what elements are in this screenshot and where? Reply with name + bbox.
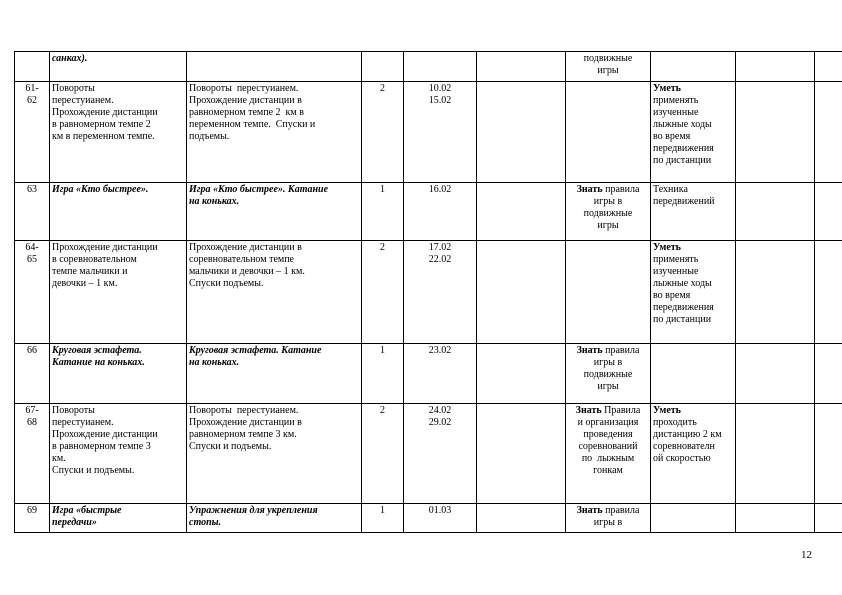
empty-cell <box>477 344 566 404</box>
empty-cell <box>477 404 566 504</box>
table-row <box>15 344 842 404</box>
skill-text: применять изученные лыжные ходы во время передвижения по дистанции <box>653 254 714 325</box>
lesson-content: Повороты перестуианем. Прохождение дистанции в равномерном темпе 3 км. Спуски и подъемы. <box>189 405 302 452</box>
skill-text: применять изученные лыжные ходы во время передвижения по дистанции <box>653 95 714 166</box>
skills-cell <box>651 504 736 533</box>
lesson-number-cell <box>15 241 50 344</box>
lesson-content-cell <box>187 241 362 344</box>
dates-cell <box>404 504 477 533</box>
skill-text: проходить дистанцию 2 км соревнователн ой скоростью <box>653 417 722 464</box>
hours-count: 1 <box>380 345 385 356</box>
lesson-date: 16.02 <box>428 184 452 195</box>
skills-cell <box>651 183 736 241</box>
know-text: правила игры в <box>593 505 640 528</box>
skill-label: Уметь <box>653 405 681 416</box>
empty-cell <box>815 344 842 404</box>
empty-cell <box>477 183 566 241</box>
empty-cell <box>736 183 815 241</box>
dates-cell <box>404 344 477 404</box>
dates-cell <box>404 183 477 241</box>
lesson-plan-table <box>14 51 842 533</box>
lesson-content: Повороты перестуианем. Прохождение дистанции в равномерном темпе 2 км в переменном темпе. Спуски и подъемы. <box>189 83 316 142</box>
know-text: правила игры в подвижные игры <box>583 184 640 231</box>
table-body <box>15 52 842 533</box>
empty-cell <box>477 52 566 82</box>
skill-label: Уметь <box>653 242 681 253</box>
knowledge-cell <box>566 344 651 404</box>
hours-count: 2 <box>380 242 385 253</box>
dates-cell <box>404 52 477 82</box>
lesson-topic-cell <box>50 404 187 504</box>
empty-cell <box>815 241 842 344</box>
lesson-content: Круговая эстафета. Катание на коньках. <box>189 345 322 368</box>
lesson-date: 15.02 <box>428 95 452 106</box>
skills-cell <box>651 241 736 344</box>
page-number: 12 <box>801 549 812 561</box>
lesson-content-cell <box>187 504 362 533</box>
empty-cell <box>815 82 842 183</box>
table-row <box>15 241 842 344</box>
table-row <box>15 183 842 241</box>
hours-cell <box>362 504 404 533</box>
hours-count: 2 <box>380 83 385 94</box>
lesson-date: 10.02 <box>428 83 452 94</box>
lesson-content-cell <box>187 344 362 404</box>
lesson-topic-cell <box>50 52 187 82</box>
table-row <box>15 504 842 533</box>
lesson-topic-cell <box>50 344 187 404</box>
table-row <box>15 82 842 183</box>
lesson-topic: санках). <box>52 53 88 64</box>
table-row <box>15 404 842 504</box>
lesson-content-cell <box>187 52 362 82</box>
lesson-number-cell <box>15 183 50 241</box>
lesson-topic-cell <box>50 183 187 241</box>
know-label: Знать <box>576 184 603 195</box>
empty-cell <box>736 404 815 504</box>
lesson-number: 67- 68 <box>25 405 39 428</box>
empty-cell <box>736 504 815 533</box>
empty-cell <box>815 404 842 504</box>
skills-cell <box>651 344 736 404</box>
empty-cell <box>736 241 815 344</box>
lesson-date: 22.02 <box>428 254 452 265</box>
dates-cell <box>404 82 477 183</box>
table-row <box>15 52 842 82</box>
lesson-number: 66 <box>27 345 37 356</box>
hours-cell <box>362 82 404 183</box>
hours-count: 2 <box>380 405 385 416</box>
skills-cell <box>651 52 736 82</box>
know-text: правила игры в подвижные игры <box>583 345 640 392</box>
lesson-topic-cell <box>50 241 187 344</box>
knowledge-cell <box>566 52 651 82</box>
empty-cell <box>815 183 842 241</box>
hours-cell <box>362 404 404 504</box>
lesson-content: Прохождение дистанции в соревновательном темпе мальчики и девочки – 1 км. Спуски подъемы. <box>189 242 305 289</box>
knowledge-cell <box>566 183 651 241</box>
lesson-date: 24.02 <box>428 405 452 416</box>
skill-text: Техника передвижений <box>653 184 715 207</box>
dates-cell <box>404 404 477 504</box>
skill-label: Уметь <box>653 83 681 94</box>
lesson-date: 17.02 <box>428 242 452 253</box>
lesson-date: 23.02 <box>428 345 452 356</box>
lesson-topic: Круговая эстафета. Катание на коньках. <box>52 345 145 368</box>
lesson-content-cell <box>187 183 362 241</box>
empty-cell <box>815 52 842 82</box>
lesson-number-cell <box>15 504 50 533</box>
lesson-number: 61- 62 <box>25 83 39 106</box>
lesson-content-cell <box>187 404 362 504</box>
lesson-number: 64- 65 <box>25 242 39 265</box>
lesson-topic: Прохождение дистанции в соревновательном темпе мальчики и девочки – 1 км. <box>52 242 158 289</box>
lesson-content: Упражнения для укрепления стопы. <box>189 505 318 528</box>
lesson-topic: Повороты перестуианем. Прохождение дистанции в равномерном темпе 2 км в переменном темпе. <box>52 83 158 142</box>
knowledge-cell <box>566 241 651 344</box>
empty-cell <box>736 82 815 183</box>
hours-count: 1 <box>380 505 385 516</box>
lesson-topic-cell <box>50 82 187 183</box>
lesson-number-cell <box>15 344 50 404</box>
lesson-number-cell <box>15 82 50 183</box>
hours-cell <box>362 52 404 82</box>
lesson-number-cell <box>15 52 50 82</box>
hours-cell <box>362 344 404 404</box>
lesson-date: 01.03 <box>428 505 452 516</box>
lesson-number-cell <box>15 404 50 504</box>
know-text: Правила и организация проведения соревнований по лыжным гонкам <box>577 405 641 476</box>
lesson-number: 63 <box>27 184 37 195</box>
lesson-topic: Повороты перестуианем. Прохождение дистанции в равномерном темпе 3 км. Спуски и подъемы. <box>52 405 158 476</box>
lesson-content: Игра «Кто быстрее». Катание на коньках. <box>189 184 329 207</box>
empty-cell <box>477 504 566 533</box>
knowledge-cell <box>566 82 651 183</box>
empty-cell <box>477 241 566 344</box>
empty-cell <box>736 344 815 404</box>
lesson-topic-cell <box>50 504 187 533</box>
hours-cell <box>362 183 404 241</box>
lesson-content-cell <box>187 82 362 183</box>
empty-cell <box>736 52 815 82</box>
lesson-topic: Игра «Кто быстрее». <box>52 184 149 195</box>
lesson-date: 29.02 <box>428 417 452 428</box>
skills-cell <box>651 404 736 504</box>
knowledge-cell <box>566 504 651 533</box>
know-label: Знать <box>576 345 603 356</box>
dates-cell <box>404 241 477 344</box>
hours-count: 1 <box>380 184 385 195</box>
hours-cell <box>362 241 404 344</box>
skills-cell <box>651 82 736 183</box>
know-text: подвижные игры <box>583 53 633 76</box>
empty-cell <box>477 82 566 183</box>
know-label: Знать <box>576 505 603 516</box>
lesson-number: 69 <box>27 505 37 516</box>
knowledge-cell <box>566 404 651 504</box>
empty-cell <box>815 504 842 533</box>
know-label: Знать <box>575 405 602 416</box>
lesson-topic: Игра «быстрые передачи» <box>52 505 122 528</box>
